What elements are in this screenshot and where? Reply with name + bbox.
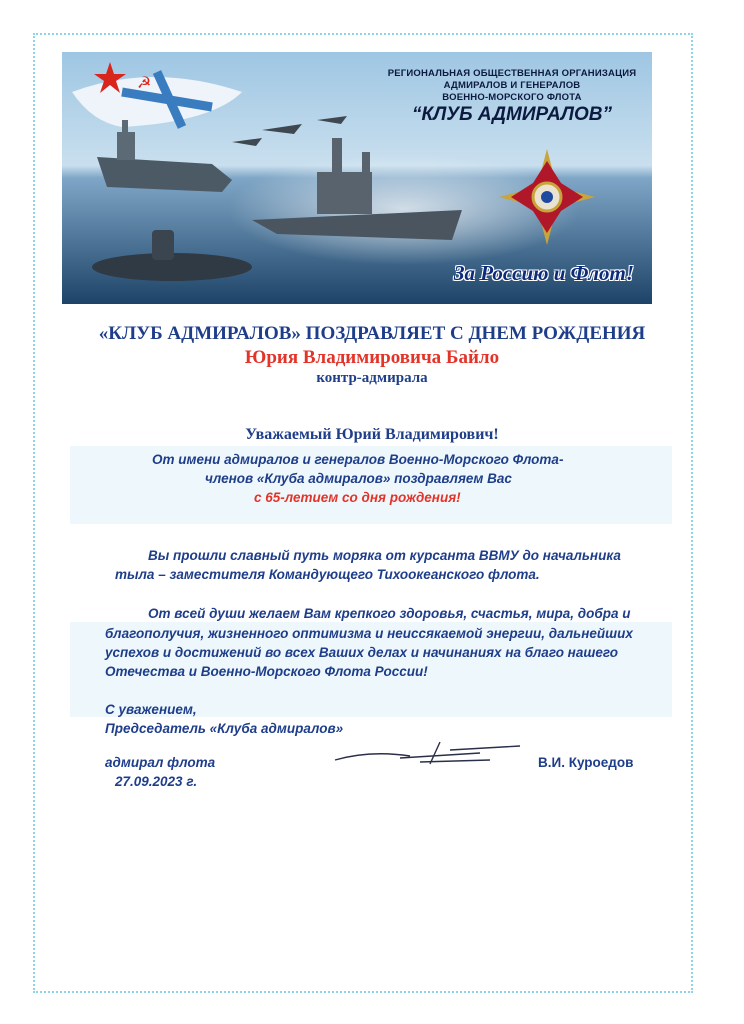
honoree-rank: контр-адмирала: [316, 370, 428, 386]
paragraph-line: От всей души желаем Вам крепкого здоровья, счастья, мира, добра и: [148, 606, 631, 621]
anniversary-line: с 65-летием со дня рождения!: [254, 490, 461, 505]
org-title: “КЛУБ АДМИРАЛОВ”: [412, 104, 612, 125]
org-line-2: АДМИРАЛОВ И ГЕНЕРАЛОВ: [443, 80, 581, 91]
paragraph-line: тыла – заместителя Командующего Тихоокеанского флота.: [115, 567, 540, 582]
motto: За Россию и Флот!: [453, 261, 634, 285]
handwritten-signature: [330, 738, 530, 770]
salutation: Уважаемый Юрий Владимирович!: [245, 426, 499, 443]
regards: С уважением,: [105, 702, 197, 717]
letter-date: 27.09.2023 г.: [115, 774, 198, 789]
paragraph-line: Вы прошли славный путь моряка от курсанта ВВМУ до начальника: [148, 548, 621, 563]
signer-position: Председатель «Клуба адмиралов»: [105, 721, 344, 736]
header-banner: [62, 52, 652, 304]
paragraph-line: Отечества и Военно-Морского Флота России!: [105, 664, 428, 679]
org-line-1: РЕГИОНАЛЬНАЯ ОБЩЕСТВЕННАЯ ОРГАНИЗАЦИЯ: [387, 68, 637, 79]
greeting-line: членов «Клуба адмиралов» поздравляем Вас: [205, 471, 512, 486]
greeting-line: От имени адмиралов и генералов Военно-Морского Флота-: [152, 452, 564, 467]
honoree-name: Юрия Владимировича Байло: [244, 347, 500, 368]
paragraph-line: благополучия, жизненного оптимизма и неиссякаемой энергии, дальнейших: [105, 626, 633, 641]
signer-rank: адмирал флота: [105, 755, 216, 770]
org-line-3: ВОЕННО-МОРСКОГО ФЛОТА: [442, 92, 582, 103]
svg-text:☭: ☭: [137, 73, 152, 92]
signer-name: В.И. Куроедов: [538, 755, 634, 770]
paragraph-line: успехов и достижений во всех Ваших делах и начинаниях на благо нашего: [105, 645, 618, 660]
headline: «КЛУБ АДМИРАЛОВ» ПОЗДРАВЛЯЕТ С ДНЕМ РОЖДЕНИЯ: [98, 323, 646, 344]
